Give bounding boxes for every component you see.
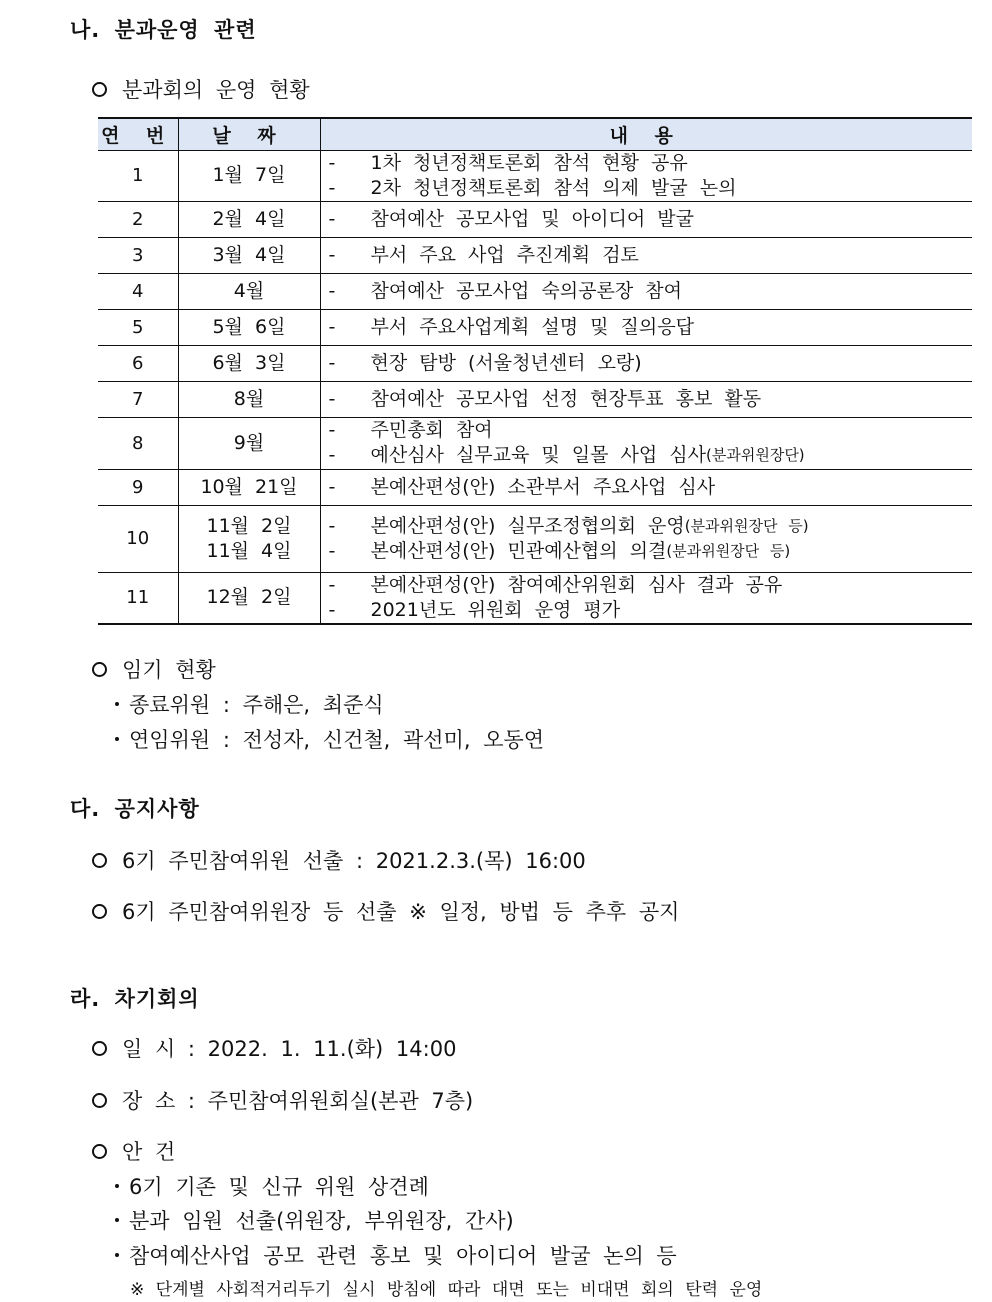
table-row <box>98 201 972 237</box>
row-date: 5월 6일 <box>212 315 286 338</box>
content-item-note: (분과위원장단) <box>706 446 805 464</box>
agenda-note: ※ 단계별 사회적거리두기 실시 방침에 따라 대면 또는 비대면 회의 탄력 운영 <box>130 1280 763 1300</box>
row-number: 3 <box>98 237 178 273</box>
dash-bullet-icon: - <box>328 539 336 562</box>
circle-bullet-icon <box>92 904 107 919</box>
table-row <box>98 150 972 201</box>
row-number: 7 <box>98 381 178 417</box>
content-item-note: (분과위원장단 등) <box>666 541 791 560</box>
row-content-cell <box>320 469 972 505</box>
agenda-item <box>115 1205 514 1235</box>
section-ra-title: 라. 차기회의 <box>70 987 200 1011</box>
header-date: 날 짜 <box>178 118 320 150</box>
content-item <box>329 315 973 340</box>
row-content-cell <box>320 237 972 273</box>
content-item <box>329 207 973 232</box>
content-item-text: 주민총회 참여 <box>370 419 493 441</box>
row-date-cell <box>178 469 320 505</box>
table-row <box>98 572 972 624</box>
row-date: 11월 2일 <box>206 514 292 537</box>
dash-bullet-icon: - <box>328 475 336 498</box>
term-item <box>115 724 544 754</box>
meetings-label-line <box>92 74 310 104</box>
table-row <box>98 237 972 273</box>
agenda-item <box>115 1240 677 1270</box>
content-item-text: 부서 주요사업계획 설명 및 질의응답 <box>370 315 694 338</box>
content-item <box>329 539 973 564</box>
row-date: 4월 <box>233 279 265 302</box>
row-date: 3월 4일 <box>212 243 286 266</box>
content-item-text: 참여예산 공모사업 선정 현장투표 홍보 활동 <box>370 387 762 410</box>
table-header-row <box>98 118 972 150</box>
row-date: 11월 4일 <box>206 539 292 562</box>
row-date-cell <box>178 309 320 345</box>
dash-bullet-icon: - <box>328 573 336 596</box>
term-label: 임기 현황 <box>122 658 216 682</box>
content-item <box>329 387 973 412</box>
content-item <box>329 351 973 376</box>
term-label-line <box>92 654 216 684</box>
table-row <box>98 273 972 309</box>
row-content-cell <box>320 201 972 237</box>
row-date: 10월 21일 <box>200 475 298 498</box>
dash-bullet-icon: - <box>328 598 336 621</box>
content-item-text: 부서 주요 사업 추진계획 검토 <box>370 243 639 266</box>
circle-bullet-icon <box>92 853 107 868</box>
row-number: 11 <box>98 572 178 624</box>
notice-line <box>92 896 679 926</box>
row-number: 1 <box>98 150 178 201</box>
section-na-title: 나. 분과운영 관련 <box>70 18 257 42</box>
next-place: 장 소 : 주민참여위원회실(본관 7층) <box>122 1089 474 1113</box>
content-item-text: 참여예산 공모사업 및 아이디어 발굴 <box>370 207 694 230</box>
dash-bullet-icon: - <box>328 243 336 266</box>
content-item <box>329 443 973 468</box>
notice-text: 6기 주민참여위원 선출 : 2021.2.3.(목) 16:00 <box>122 849 586 873</box>
agenda-item-text: 6기 기존 및 신규 위원 상견례 <box>129 1175 429 1199</box>
content-item-text: 참여예산 공모사업 숙의공론장 참여 <box>370 279 682 302</box>
content-item <box>329 279 973 304</box>
row-date-cell <box>178 381 320 417</box>
content-item <box>329 176 973 201</box>
meetings-label: 분과회의 운영 현황 <box>122 78 310 102</box>
next-date: 일 시 : 2022. 1. 11.(화) 14:00 <box>122 1037 457 1061</box>
row-date-cell <box>178 417 320 469</box>
row-number: 8 <box>98 417 178 469</box>
dash-bullet-icon: - <box>328 315 336 338</box>
notice-line <box>92 845 586 875</box>
content-item-text: 예산심사 실무교육 및 일몰 사업 심사 <box>370 444 707 466</box>
dash-bullet-icon: - <box>328 176 336 199</box>
content-item-text: 본예산편성(안) 실무조정협의회 운영 <box>370 514 685 537</box>
next-place-line <box>92 1085 473 1115</box>
row-number: 9 <box>98 469 178 505</box>
agenda-label-line <box>92 1136 175 1166</box>
row-content-cell <box>320 417 972 469</box>
content-item <box>329 418 973 443</box>
notice-text: 6기 주민참여위원장 등 선출 ※ 일정, 방법 등 추후 공지 <box>122 900 680 924</box>
dot-bullet-icon <box>115 702 119 706</box>
agenda-item <box>115 1171 429 1201</box>
table-row <box>98 345 972 381</box>
dot-bullet-icon <box>115 1184 119 1188</box>
row-date-cell <box>178 201 320 237</box>
content-item-note: (분과위원장단 등) <box>684 516 809 535</box>
dash-bullet-icon: - <box>328 207 336 230</box>
content-item <box>329 151 973 176</box>
row-date-cell <box>178 345 320 381</box>
row-content-cell <box>320 273 972 309</box>
content-item <box>329 514 973 539</box>
table-row <box>98 309 972 345</box>
content-item-text: 본예산편성(안) 소관부서 주요사업 심사 <box>370 475 716 498</box>
row-number: 6 <box>98 345 178 381</box>
row-number: 4 <box>98 273 178 309</box>
dash-bullet-icon: - <box>328 279 336 302</box>
agenda-item-text: 참여예산사업 공모 관련 홍보 및 아이디어 발굴 논의 등 <box>129 1244 677 1268</box>
term-item-text: 종료위원 : 주해은, 최준식 <box>129 693 384 717</box>
row-content-cell <box>320 345 972 381</box>
row-content-cell <box>320 150 972 201</box>
circle-bullet-icon <box>92 1041 107 1056</box>
next-date-line <box>92 1033 456 1063</box>
content-item-text: 2차 청년정책토론회 참석 의제 발굴 논의 <box>370 176 737 199</box>
dot-bullet-icon <box>115 1253 119 1257</box>
row-date: 2월 4일 <box>212 207 286 230</box>
term-item-text: 연임위원 : 전성자, 신건철, 곽선미, 오동연 <box>129 728 545 752</box>
section-da-title: 다. 공지사항 <box>70 797 200 821</box>
row-date-cell <box>178 150 320 201</box>
row-content-cell <box>320 381 972 417</box>
agenda-item-text: 분과 임원 선출(위원장, 부위원장, 간사) <box>129 1209 514 1233</box>
content-item-text: 본예산편성(안) 민관예산협의 의결 <box>370 539 667 562</box>
row-date: 12월 2일 <box>206 586 292 609</box>
header-no: 연 번 <box>98 118 178 150</box>
row-number: 10 <box>98 505 178 572</box>
dot-bullet-icon <box>115 1218 119 1222</box>
table-row <box>98 417 972 469</box>
row-date-cell <box>178 237 320 273</box>
content-item <box>329 598 973 623</box>
content-item-text: 2021년도 위원회 운영 평가 <box>370 598 621 621</box>
content-item <box>329 475 973 500</box>
dash-bullet-icon: - <box>328 419 336 441</box>
content-item-text: 1차 청년정책토론회 참석 현황 공유 <box>370 151 688 174</box>
meeting-table-body <box>98 150 972 624</box>
row-content-cell <box>320 309 972 345</box>
row-date: 6월 3일 <box>212 351 286 374</box>
row-date-cell <box>178 505 320 572</box>
circle-bullet-icon <box>92 1144 107 1159</box>
content-item-text: 본예산편성(안) 참여예산위원회 심사 결과 공유 <box>370 573 783 596</box>
row-date-cell <box>178 273 320 309</box>
term-item <box>115 689 384 719</box>
row-date: 9월 <box>233 431 265 454</box>
table-row <box>98 469 972 505</box>
dash-bullet-icon: - <box>328 351 336 374</box>
row-date: 8월 <box>233 387 265 410</box>
dash-bullet-icon: - <box>328 151 336 174</box>
circle-bullet-icon <box>92 82 107 97</box>
dash-bullet-icon: - <box>328 514 336 537</box>
circle-bullet-icon <box>92 662 107 677</box>
row-date-cell <box>178 572 320 624</box>
agenda-label: 안 건 <box>122 1140 176 1164</box>
circle-bullet-icon <box>92 1093 107 1108</box>
content-item-text: 현장 탐방 (서울청년센터 오랑) <box>370 351 642 374</box>
table-row <box>98 505 972 572</box>
row-content-cell <box>320 505 972 572</box>
table-row <box>98 381 972 417</box>
dash-bullet-icon: - <box>328 444 336 466</box>
row-number: 5 <box>98 309 178 345</box>
row-date: 1월 7일 <box>212 164 286 186</box>
meeting-table <box>98 117 972 625</box>
content-item <box>329 243 973 268</box>
dash-bullet-icon: - <box>328 387 336 410</box>
row-number: 2 <box>98 201 178 237</box>
row-content-cell <box>320 572 972 624</box>
content-item <box>329 573 973 598</box>
header-content: 내 용 <box>320 118 972 150</box>
dot-bullet-icon <box>115 737 119 741</box>
